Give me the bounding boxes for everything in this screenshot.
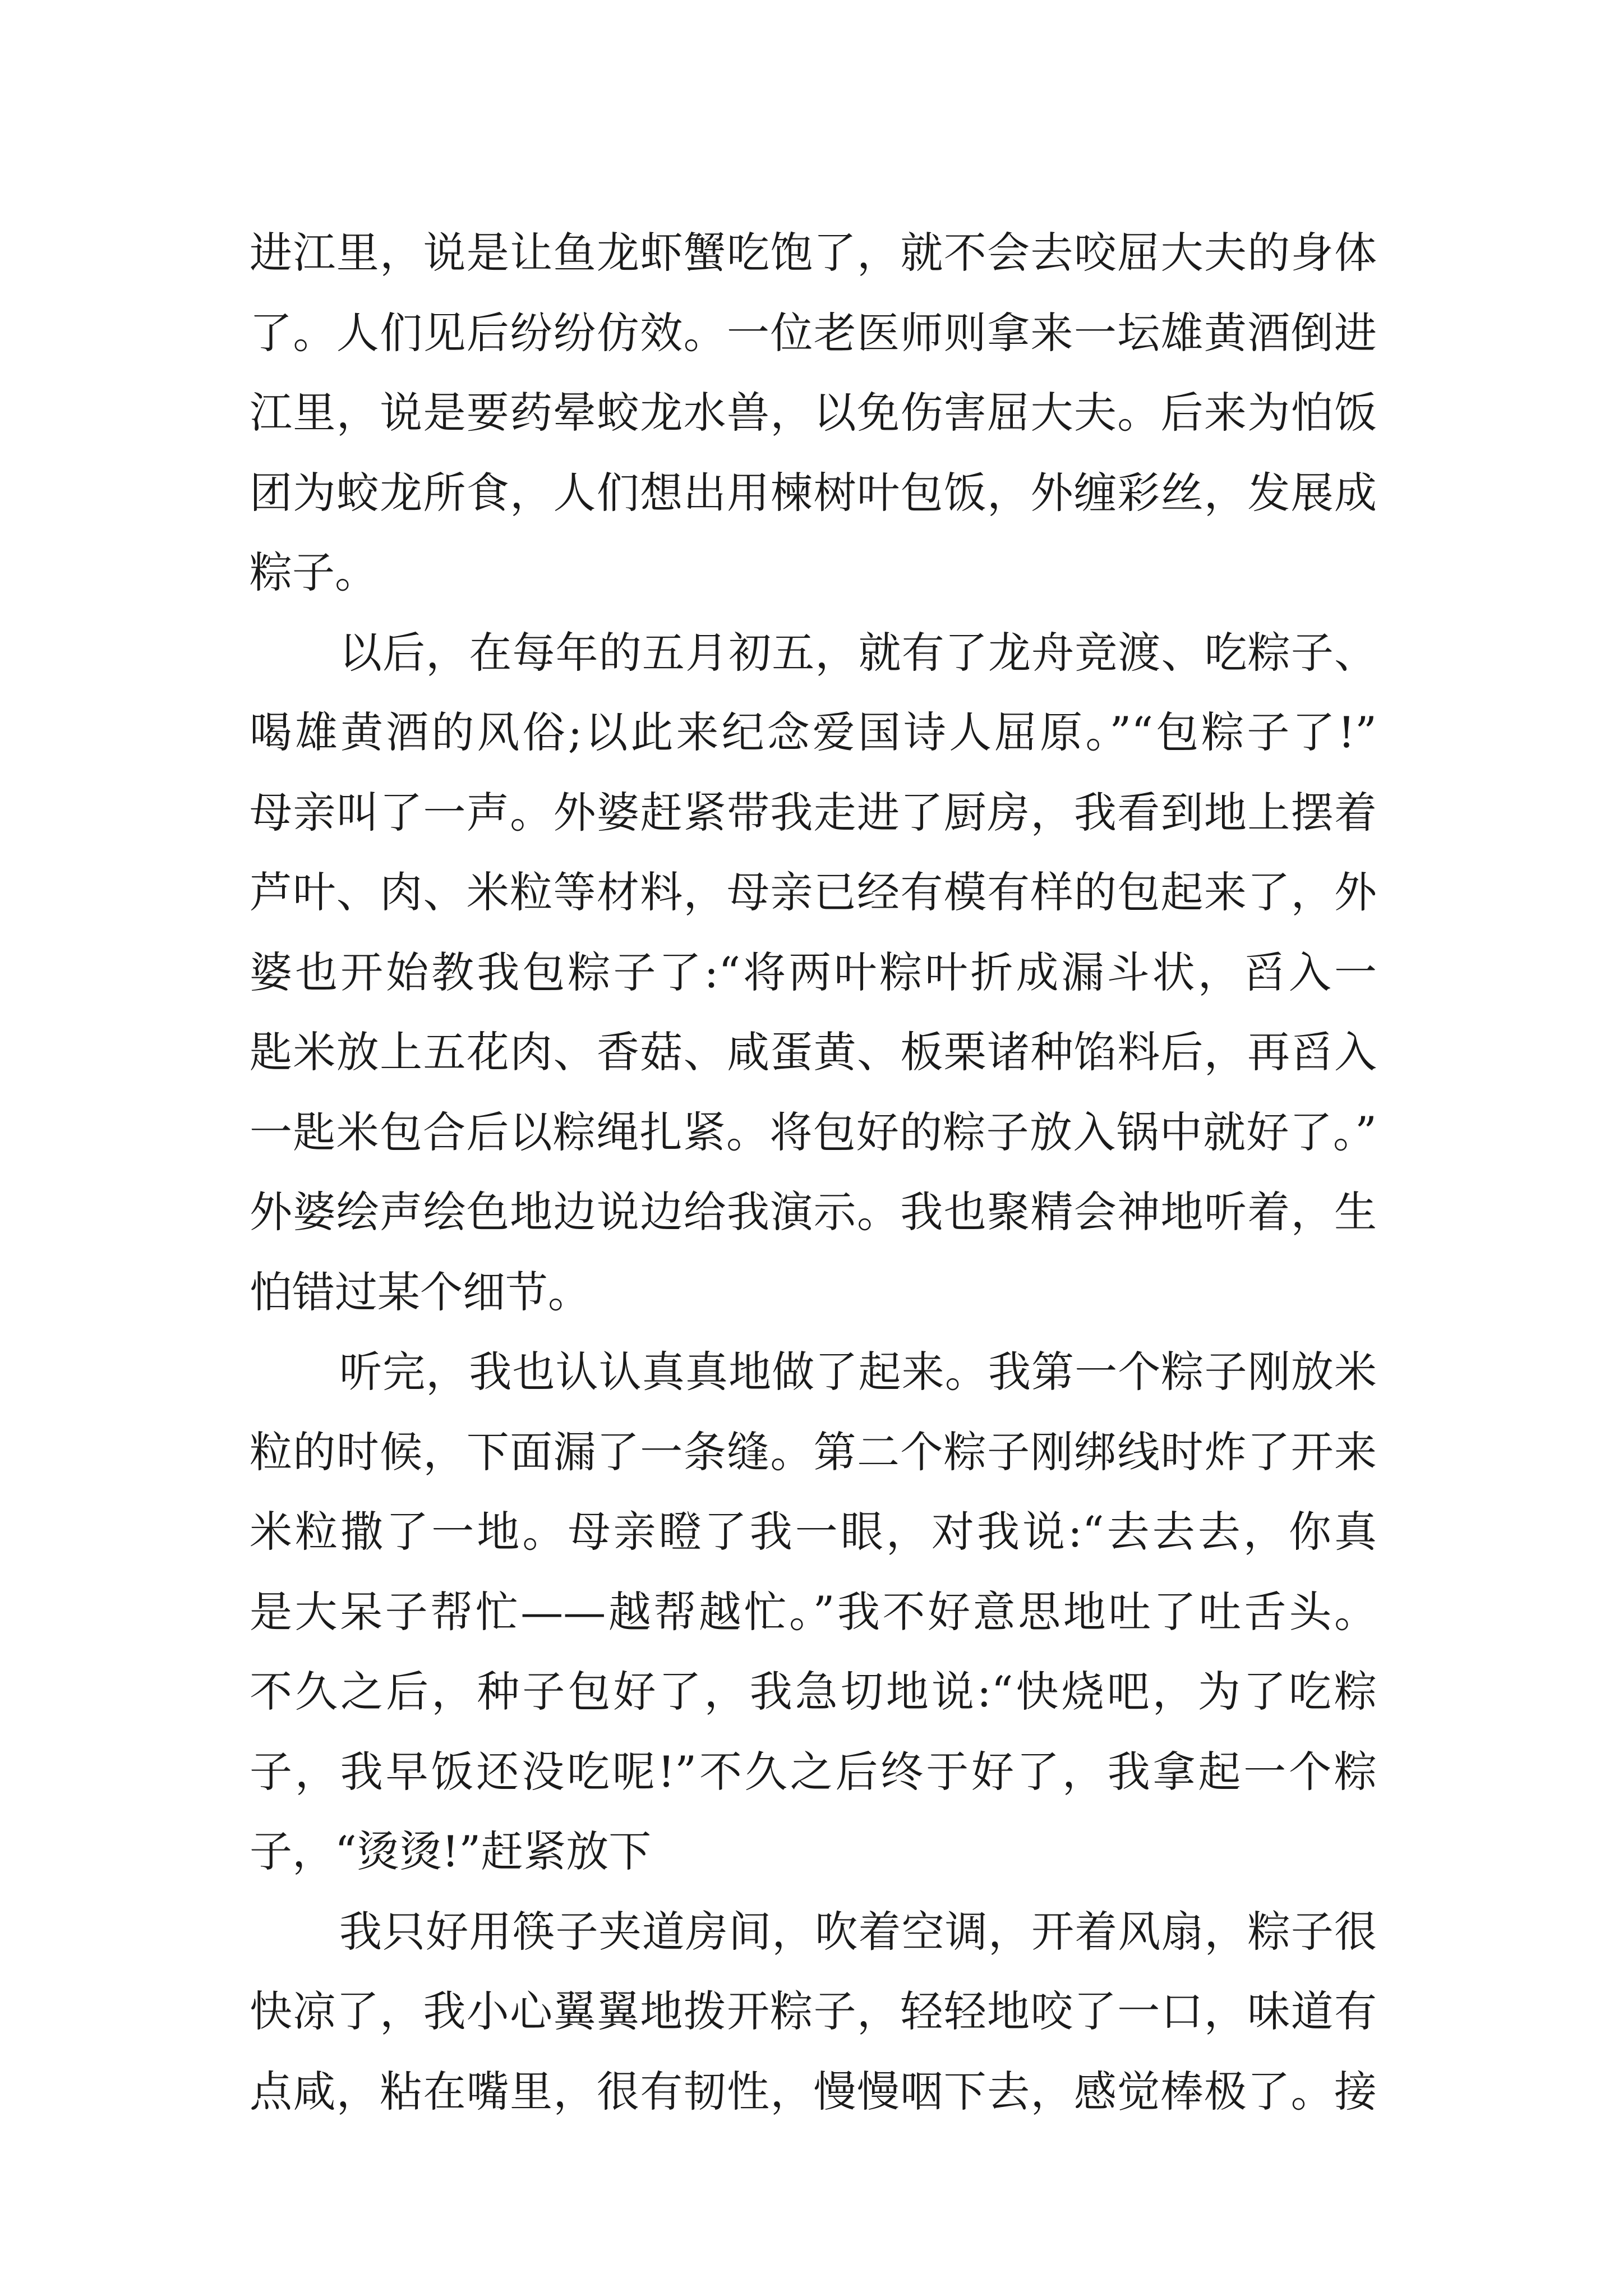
text-line: 江里，说是要药晕蛟龙水兽，以免伤害屈大夫。后来为怕饭 [250,388,1377,438]
text-line: 团为蛟龙所食，人们想出用楝树叶包饭，外缠彩丝，发展成 [250,467,1377,518]
text-line: 听完，我也认认真真地做了起来。我第一个粽子刚放米 [339,1347,1377,1397]
text-line: 是大呆子帮忙——越帮越忙。”我不好意思地吐了吐舌头。 [250,1586,1377,1637]
text-line: 不久之后，种子包好了，我急切地说:“快烧吧，为了吃粽 [250,1667,1377,1717]
text-line: 我只好用筷子夹道房间，吹着空调，开着风扇，粽子很 [339,1906,1377,1957]
text-line: 子，我早饭还没吃呢!”不久之后终于好了，我拿起一个粽 [250,1746,1377,1797]
paragraph-1 [250,213,1377,613]
text-line: 米粒撒了一地。母亲瞪了我一眼，对我说:“去去去，你真 [250,1507,1377,1557]
paragraph-2 [250,613,1377,1333]
text-line: 匙米放上五花肉、香菇、咸蛋黄、板栗诸种馅料后，再舀入 [250,1027,1377,1077]
text-line: 一匙米包合后以粽绳扎紧。将包好的粽子放入锅中就好了。” [250,1107,1377,1157]
text-line: 怕错过某个细节。 [250,1267,591,1317]
text-line: 点咸，粘在嘴里，很有韧性，慢慢咽下去，感觉棒极了。接 [250,2066,1377,2116]
text-line: 快凉了，我小心翼翼地拨开粽子，轻轻地咬了一口，味道有 [250,1986,1377,2036]
text-line: 母亲叫了一声。外婆赶紧带我走进了厨房，我看到地上摆着 [250,787,1377,838]
paragraph-4 [250,1892,1377,2132]
paragraph-3 [250,1332,1377,1892]
text-line: 外婆绘声绘色地边说边给我演示。我也聚精会神地听着，生 [250,1187,1377,1237]
text-line: 芦叶、肉、米粒等材料，母亲已经有模有样的包起来了，外 [250,867,1377,917]
text-line: 子，“烫烫!”赶紧放下 [250,1826,652,1876]
text-line: 喝雄黄酒的风俗;以此来纪念爱国诗人屈原。”“包粽子了!” [250,707,1377,757]
text-line: 粒的时候，下面漏了一条缝。第二个粽子刚绑线时炸了开来 [250,1427,1377,1477]
text-line: 进江里，说是让鱼龙虾蟹吃饱了，就不会去咬屈大夫的身体 [250,228,1377,278]
document-body [250,213,1377,2132]
text-line: 以后，在每年的五月初五，就有了龙舟竞渡、吃粽子、 [339,627,1377,678]
text-line: 婆也开始教我包粽子了:“将两叶粽叶折成漏斗状，舀入一 [250,947,1377,997]
text-line: 粽子。 [250,547,377,597]
text-line: 了。人们见后纷纷仿效。一位老医师则拿来一坛雄黄酒倒进 [250,307,1377,358]
